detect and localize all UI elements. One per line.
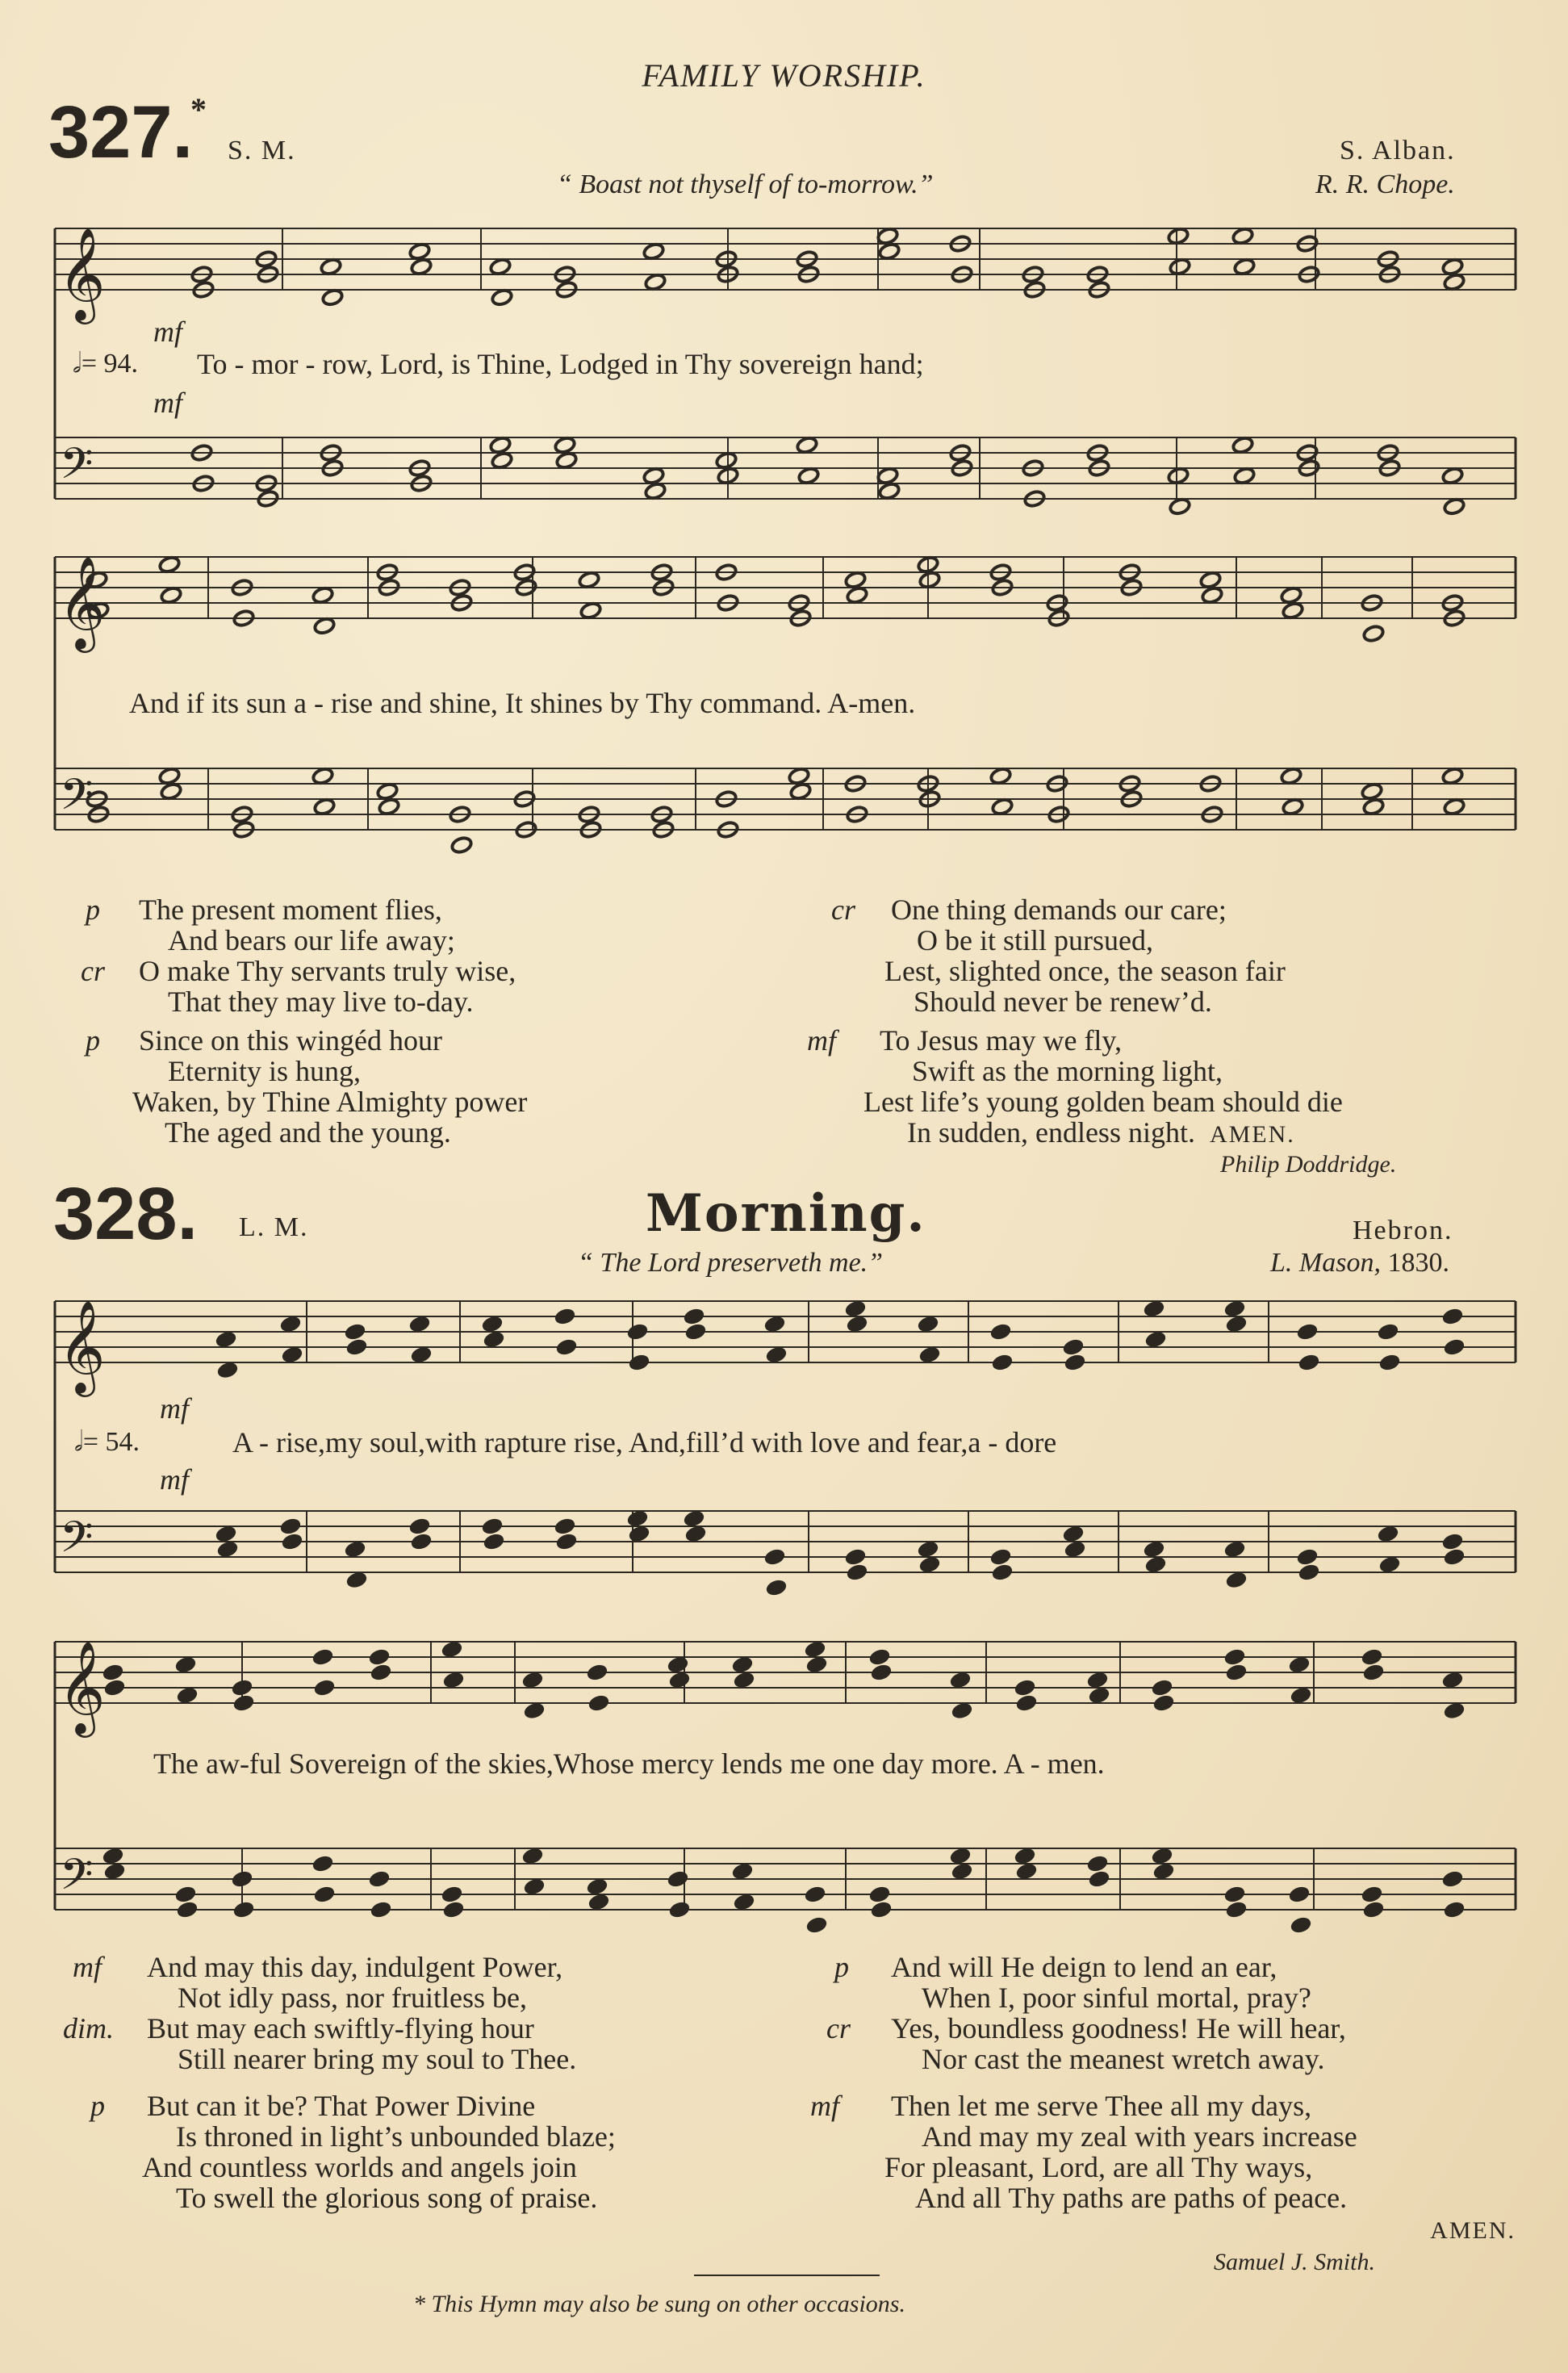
note-head bbox=[523, 1877, 546, 1896]
note-head bbox=[844, 571, 867, 589]
note-head bbox=[1296, 1547, 1319, 1566]
note-head bbox=[232, 1693, 255, 1712]
running-head: FAMILY WORSHIP. bbox=[642, 57, 926, 94]
note-head bbox=[918, 571, 941, 589]
note-head bbox=[1443, 1337, 1466, 1356]
note-head bbox=[1443, 273, 1466, 291]
note-head bbox=[1378, 1353, 1401, 1371]
note-head bbox=[763, 1547, 786, 1566]
note-head bbox=[1223, 1300, 1246, 1318]
note-head bbox=[344, 1322, 366, 1341]
note-head bbox=[231, 1678, 253, 1697]
note-head bbox=[312, 1647, 334, 1666]
note-head bbox=[1377, 1525, 1399, 1543]
note-head bbox=[683, 1509, 705, 1528]
note-head bbox=[797, 467, 820, 485]
note-head bbox=[312, 586, 334, 605]
note-head bbox=[667, 1869, 689, 1888]
note-head bbox=[1441, 1671, 1464, 1689]
note-head bbox=[868, 1647, 891, 1666]
note-head bbox=[321, 288, 344, 307]
note-head bbox=[279, 1517, 302, 1535]
note-head bbox=[878, 242, 901, 261]
note-head bbox=[555, 1532, 578, 1551]
note-head bbox=[1280, 586, 1302, 605]
note-head bbox=[1015, 1862, 1038, 1881]
note-head bbox=[1441, 1869, 1464, 1888]
note-head bbox=[1015, 1693, 1038, 1712]
note-head bbox=[804, 1885, 826, 1903]
note-head bbox=[1441, 257, 1464, 276]
hymn-327-dynamic-treble: mf bbox=[153, 316, 182, 348]
hymn-328-amen: AMEN. bbox=[1430, 2217, 1516, 2244]
note-head bbox=[1223, 1647, 1246, 1666]
note-head bbox=[345, 1571, 368, 1589]
note-head bbox=[216, 1361, 239, 1379]
hymn-327-motto: “ Boast not thyself of to-morrow.” bbox=[557, 170, 934, 199]
hymn-327-stanza-1: p The present moment flies, And bears our life away; cr O make Thy servants truly wise, That they may live to-day. bbox=[81, 894, 516, 1018]
hymn-327-meter: S. M. bbox=[228, 136, 296, 165]
note-head bbox=[442, 1671, 465, 1689]
note-head bbox=[878, 482, 901, 500]
note-head bbox=[313, 1678, 336, 1697]
note-head bbox=[441, 1885, 463, 1903]
note-head bbox=[441, 1640, 463, 1659]
note-head bbox=[1378, 1555, 1401, 1574]
hymn-328-tune: Hebron. bbox=[1353, 1216, 1453, 1245]
note-head bbox=[587, 1693, 610, 1712]
hymn-328-lyric-line-2: The aw-ful Sovereign of the skies,Whose mercy lends me one day more. A - men. bbox=[153, 1747, 1105, 1780]
note-head bbox=[644, 273, 667, 291]
note-head bbox=[1443, 797, 1466, 816]
note-head bbox=[320, 257, 342, 276]
hymn-328-tempo: 𝅗𝅥= 54. bbox=[74, 1427, 140, 1457]
note-head bbox=[554, 1307, 576, 1325]
note-head bbox=[231, 1869, 253, 1888]
hymn-328-dynamic-treble: mf bbox=[160, 1392, 189, 1425]
note-head bbox=[846, 1315, 868, 1333]
note-head bbox=[642, 242, 665, 261]
note-head bbox=[1233, 467, 1256, 485]
note-head bbox=[160, 586, 182, 605]
note-head bbox=[1144, 1330, 1167, 1349]
note-head bbox=[870, 1663, 893, 1681]
note-head bbox=[1288, 1885, 1311, 1903]
note-head bbox=[442, 1900, 465, 1919]
note-head bbox=[731, 1655, 754, 1674]
note-head bbox=[876, 467, 899, 485]
note-head bbox=[1062, 1337, 1085, 1356]
note-head bbox=[733, 1893, 755, 1911]
note-head bbox=[789, 782, 812, 801]
hymn-328-stanza-4: mf Then let me serve Thee all my days, And may my zeal with years increase For pleasant, Lord, are all Thy ways, And all Thy paths are paths of peace. AMEN. bbox=[810, 2090, 1516, 2244]
half-note-icon: 𝅗𝅥 bbox=[73, 349, 82, 379]
note-head bbox=[870, 1900, 893, 1919]
note-head bbox=[554, 1517, 576, 1535]
hymn-327-stanza-2: p Since on this wingéd hour Eternity is hung, Waken, by Thine Almighty power The aged and the young. bbox=[86, 1024, 528, 1149]
note-head bbox=[215, 1525, 237, 1543]
note-head bbox=[312, 1854, 334, 1873]
note-head bbox=[176, 1686, 199, 1705]
bass-clef-icon: 𝄢 bbox=[60, 439, 94, 500]
hymn-327-amen: AMEN. bbox=[1209, 1121, 1295, 1148]
hymn-327-dynamic-bass: mf bbox=[153, 387, 182, 419]
note-head bbox=[991, 1563, 1014, 1581]
note-head bbox=[279, 1315, 302, 1333]
note-head bbox=[410, 1346, 433, 1364]
note-head bbox=[1361, 1885, 1383, 1903]
note-head bbox=[1443, 497, 1466, 516]
hymn-327-asterisk: * bbox=[190, 91, 207, 128]
note-head bbox=[668, 1671, 691, 1689]
note-head bbox=[368, 1647, 391, 1666]
hymn-328-stanza-2: p But can it be? That Power Divine Is throned in light’s unbounded blaze; And countless worlds and angels join To swell the glorious song of praise. bbox=[90, 2090, 616, 2214]
hymn-327-stanza-3: cr One thing demands our care; O be it still pursued, Lest, slighted once, the season fair Should never be renew’d. bbox=[831, 894, 1286, 1018]
note-head bbox=[684, 1525, 707, 1543]
note-head bbox=[846, 586, 868, 605]
hymn-328-title: Morning. bbox=[646, 1183, 926, 1244]
note-head bbox=[1361, 782, 1383, 801]
note-head bbox=[1288, 1655, 1311, 1674]
note-head bbox=[1361, 1647, 1383, 1666]
note-head bbox=[846, 1563, 868, 1581]
note-head bbox=[555, 1337, 578, 1356]
half-note-icon: 𝅗𝅥 bbox=[74, 1427, 83, 1457]
hymn-328-motto: “ The Lord preserveth me.” bbox=[578, 1248, 884, 1278]
hymn-328-stanza-1: mf And may this day, indulgent Power, Not idly pass, nor fruitless be, dim. But may each swiftly-flying hour Still nearer bring my soul to Thee. bbox=[63, 1951, 577, 2075]
note-head bbox=[763, 1315, 786, 1333]
note-head bbox=[788, 767, 810, 785]
note-head bbox=[1199, 571, 1222, 589]
note-head bbox=[578, 571, 600, 589]
note-head bbox=[1014, 1847, 1036, 1865]
note-head bbox=[917, 1315, 939, 1333]
note-head bbox=[1143, 1300, 1165, 1318]
note-head bbox=[626, 1509, 649, 1528]
note-head bbox=[1167, 467, 1190, 485]
note-head bbox=[1296, 1322, 1319, 1341]
note-head bbox=[844, 1547, 867, 1566]
note-head bbox=[1443, 1900, 1466, 1919]
note-head bbox=[1233, 257, 1256, 276]
treble-clef-icon: 𝄞 bbox=[58, 556, 106, 649]
note-head bbox=[555, 451, 578, 470]
note-head bbox=[1088, 1869, 1110, 1888]
note-head bbox=[642, 467, 665, 485]
note-head bbox=[1151, 1847, 1173, 1865]
note-head bbox=[1014, 1678, 1036, 1697]
note-head bbox=[376, 782, 399, 801]
note-head bbox=[481, 1517, 504, 1535]
note-head bbox=[644, 482, 667, 500]
hymn-327-lyric-line-1: To - mor - row, Lord, is Thine, Lodged in Thy sovereign hand; bbox=[197, 348, 924, 380]
note-head bbox=[1362, 1663, 1385, 1681]
hymn-327-author: Philip Doddridge. bbox=[1220, 1151, 1397, 1178]
note-head bbox=[378, 797, 400, 816]
note-head bbox=[1362, 1900, 1385, 1919]
note-head bbox=[989, 1547, 1012, 1566]
note-head bbox=[410, 1532, 433, 1551]
note-head bbox=[1169, 257, 1191, 276]
note-head bbox=[951, 1701, 973, 1720]
note-head bbox=[1298, 1563, 1320, 1581]
note-head bbox=[683, 1307, 705, 1325]
note-head bbox=[1280, 767, 1302, 785]
note-head bbox=[1362, 797, 1385, 816]
hymn-328-stanza-3: p And will He deign to lend an ear, When I, poor sinful mortal, pray? cr Yes, boundless goodness! He will hear, Nor cast the meanest wretch away. bbox=[826, 1951, 1346, 2075]
note-head bbox=[344, 1540, 366, 1559]
note-head bbox=[989, 1322, 1012, 1341]
note-head bbox=[1201, 586, 1223, 605]
footnote-rule bbox=[694, 2275, 880, 2276]
hymn-327-stanza-4: mf To Jesus may we fly, Swift as the morning light, Lest life’s young golden beam should die In sudden, endless night. AMEN. bbox=[807, 1024, 1343, 1149]
note-head bbox=[410, 257, 433, 276]
note-head bbox=[587, 1893, 610, 1911]
note-head bbox=[1298, 1353, 1320, 1371]
note-head bbox=[628, 1353, 650, 1371]
note-head bbox=[313, 617, 336, 635]
note-head bbox=[1290, 1686, 1312, 1705]
footnote: * This Hymn may also be sung on other occasions. bbox=[413, 2291, 905, 2317]
bass-clef-icon: 𝄢 bbox=[60, 770, 94, 831]
note-head bbox=[1225, 1571, 1248, 1589]
note-head bbox=[868, 1885, 891, 1903]
note-head bbox=[949, 1671, 972, 1689]
note-head bbox=[450, 835, 473, 854]
note-head bbox=[174, 1885, 197, 1903]
note-head bbox=[805, 1655, 828, 1674]
note-head bbox=[1290, 1915, 1312, 1934]
note-head bbox=[1151, 1678, 1173, 1697]
note-head bbox=[796, 436, 818, 454]
hymn-327-composer: R. R. Chope. bbox=[1315, 170, 1455, 199]
note-head bbox=[586, 1663, 608, 1681]
hymn-328-dynamic-bass: mf bbox=[160, 1463, 189, 1496]
note-head bbox=[158, 555, 181, 574]
note-head bbox=[628, 1525, 650, 1543]
note-head bbox=[668, 1900, 691, 1919]
note-head bbox=[876, 227, 899, 245]
note-head bbox=[160, 782, 182, 801]
note-head bbox=[158, 767, 181, 785]
hymn-327-tune: S. Alban. bbox=[1340, 136, 1456, 165]
note-head bbox=[1362, 624, 1385, 642]
note-head bbox=[281, 1346, 303, 1364]
note-head bbox=[1443, 1701, 1466, 1720]
note-head bbox=[491, 451, 513, 470]
note-head bbox=[232, 1900, 255, 1919]
note-head bbox=[667, 1655, 689, 1674]
hymn-328-composer: L. Mason, 1830. bbox=[1270, 1248, 1449, 1278]
note-head bbox=[1282, 797, 1304, 816]
note-head bbox=[523, 1701, 546, 1720]
note-head bbox=[216, 1540, 239, 1559]
note-head bbox=[1223, 1885, 1246, 1903]
note-head bbox=[1152, 1693, 1175, 1712]
note-head bbox=[281, 1532, 303, 1551]
note-head bbox=[918, 1346, 941, 1364]
note-head bbox=[579, 601, 602, 620]
treble-clef-icon: 𝄞 bbox=[58, 228, 106, 320]
note-head bbox=[1064, 1353, 1086, 1371]
note-head bbox=[1223, 1540, 1246, 1559]
note-head bbox=[951, 1862, 973, 1881]
note-head bbox=[765, 1578, 788, 1597]
note-head bbox=[1443, 1547, 1466, 1566]
hymn-327-lyric-line-2: And if its sun a - rise and shine, It shines by Thy command. A-men. bbox=[129, 687, 916, 719]
note-head bbox=[1144, 1555, 1167, 1574]
note-head bbox=[483, 1532, 505, 1551]
hymn-328-meter: L. M. bbox=[239, 1212, 309, 1242]
note-head bbox=[481, 1315, 504, 1333]
note-head bbox=[1441, 1307, 1464, 1325]
note-head bbox=[554, 436, 576, 454]
note-head bbox=[1231, 436, 1254, 454]
note-head bbox=[215, 1330, 237, 1349]
note-head bbox=[103, 1678, 126, 1697]
treble-clef-icon: 𝄞 bbox=[58, 1641, 106, 1734]
treble-clef-icon: 𝄞 bbox=[58, 1300, 106, 1393]
bass-clef-icon: 𝄢 bbox=[60, 1513, 94, 1573]
note-head bbox=[586, 1877, 608, 1896]
note-head bbox=[1062, 1525, 1085, 1543]
note-head bbox=[715, 451, 738, 470]
note-head bbox=[313, 1885, 336, 1903]
hymn-328-author: Samuel J. Smith. bbox=[1214, 2249, 1375, 2275]
note-head bbox=[1441, 467, 1464, 485]
note-head bbox=[1088, 1686, 1110, 1705]
note-head bbox=[765, 1346, 788, 1364]
note-head bbox=[408, 1517, 431, 1535]
note-head bbox=[844, 1300, 867, 1318]
note-head bbox=[489, 257, 512, 276]
note-head bbox=[731, 1862, 754, 1881]
hymn-328-number: 328. bbox=[53, 1173, 199, 1255]
note-head bbox=[1282, 601, 1304, 620]
note-head bbox=[1225, 1900, 1248, 1919]
note-head bbox=[408, 242, 431, 261]
note-head bbox=[1441, 767, 1464, 785]
note-head bbox=[1231, 227, 1254, 245]
note-head bbox=[1169, 497, 1191, 516]
note-head bbox=[1086, 1854, 1109, 1873]
note-head bbox=[491, 288, 513, 307]
note-head bbox=[949, 1847, 972, 1865]
note-head bbox=[989, 767, 1012, 785]
note-head bbox=[1143, 1540, 1165, 1559]
note-head bbox=[1225, 1315, 1248, 1333]
note-head bbox=[313, 797, 336, 816]
note-head bbox=[174, 1655, 197, 1674]
note-head bbox=[103, 1862, 126, 1881]
hymn-328-lyric-line-1: A - rise,my soul,with rapture rise, And,fill’d with love and fear,a - dore bbox=[232, 1426, 1057, 1459]
note-head bbox=[1064, 1540, 1086, 1559]
note-head bbox=[408, 1315, 431, 1333]
note-head bbox=[521, 1671, 544, 1689]
note-head bbox=[1441, 1532, 1464, 1551]
note-head bbox=[804, 1640, 826, 1659]
note-head bbox=[102, 1847, 124, 1865]
note-head bbox=[918, 1555, 941, 1574]
note-head bbox=[1377, 1322, 1399, 1341]
bass-clef-icon: 𝄢 bbox=[60, 1850, 94, 1911]
note-head bbox=[805, 1915, 828, 1934]
note-head bbox=[1152, 1862, 1175, 1881]
note-head bbox=[312, 767, 334, 785]
note-head bbox=[368, 1869, 391, 1888]
note-head bbox=[1225, 1663, 1248, 1681]
note-head bbox=[370, 1900, 392, 1919]
note-head bbox=[991, 1353, 1014, 1371]
note-head bbox=[991, 797, 1014, 816]
note-head bbox=[489, 436, 512, 454]
note-head bbox=[1086, 1671, 1109, 1689]
note-head bbox=[733, 1671, 755, 1689]
note-head bbox=[684, 1322, 707, 1341]
note-head bbox=[521, 1847, 544, 1865]
note-head bbox=[626, 1322, 649, 1341]
note-head bbox=[483, 1330, 505, 1349]
hymn-327-tempo: 𝅗𝅥= 94. bbox=[73, 349, 138, 379]
note-head bbox=[176, 1900, 199, 1919]
note-head bbox=[917, 1540, 939, 1559]
note-head bbox=[370, 1663, 392, 1681]
note-head bbox=[345, 1337, 368, 1356]
hymn-327-number: 327. bbox=[48, 91, 194, 174]
note-head bbox=[1167, 227, 1190, 245]
